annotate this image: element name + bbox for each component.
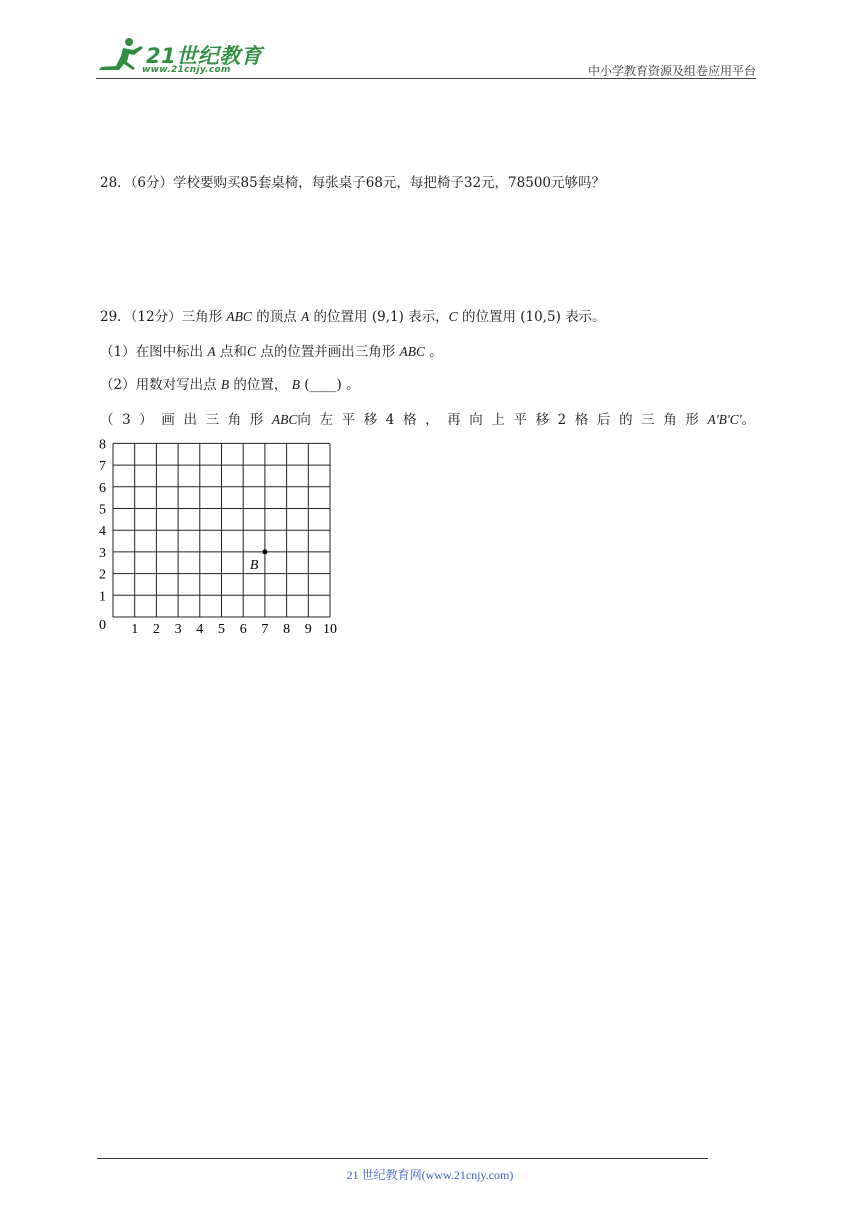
x-axis-tick-label: 6: [239, 622, 247, 637]
coordinate-grid[interactable]: [95, 436, 345, 641]
x-axis-tick-label: 4: [196, 622, 204, 637]
q29-point-c: C: [448, 309, 458, 324]
x-axis-tick-label: 7: [261, 622, 269, 637]
p3-text: （3）画出三角形: [100, 412, 272, 428]
p2-text: （2）用数对写出点: [100, 377, 221, 393]
question-29-part-3: [100, 411, 764, 429]
origin-label: 0: [99, 618, 106, 633]
q29-point-a: A: [301, 309, 310, 324]
y-axis-tick-label: 6: [99, 480, 106, 496]
y-axis-tick-label: 4: [99, 524, 106, 540]
p1-point-c: C: [246, 344, 256, 359]
logo-text: 21世纪教育: [146, 44, 263, 68]
p2-text: 的位置，: [229, 377, 292, 393]
header-divider: [96, 78, 756, 79]
p3-text: 。: [741, 412, 764, 428]
point-b-marker: [262, 549, 267, 554]
x-axis-tick-label: 10: [323, 622, 337, 637]
question-29-part-1: [100, 343, 443, 361]
p3-translated-triangle-label: A'B'C': [707, 412, 742, 427]
x-axis-tick-label: 5: [218, 622, 225, 637]
p1-point-a: A: [207, 344, 216, 359]
q29-text: 的位置用 (10,5) 表示。: [457, 309, 606, 325]
p1-triangle-label: ABC: [399, 344, 426, 359]
y-axis-tick-label: 7: [99, 459, 106, 475]
x-axis-tick-label: 8: [283, 622, 291, 637]
y-axis-tick-label: 3: [99, 545, 106, 561]
footer-text: 21 世纪教育网(www.21cnjy.com): [346, 1168, 514, 1182]
q29-text: 的位置用 (9,1) 表示，: [309, 309, 449, 325]
x-axis-tick-label: 9: [304, 622, 312, 637]
p1-text: （1）在图中标出: [100, 344, 208, 360]
footer-divider: [97, 1158, 708, 1159]
question-29-part-2: [100, 376, 360, 394]
q29-text: 的顶点: [251, 309, 301, 325]
y-axis-tick-label: 1: [99, 589, 106, 605]
runner-body-icon: [99, 46, 143, 70]
p2-point-b: B: [220, 377, 230, 392]
logo-url: www.21cnjy.com: [142, 65, 231, 75]
question-29-stem: [100, 308, 606, 326]
q29-text: 29．（12分）三角形: [100, 309, 227, 325]
p3-text: 向左平移4格，再向上平移2格后的三角形: [297, 412, 708, 428]
site-name: 中小学教育资源及组卷应用平台: [587, 64, 756, 78]
x-axis-tick-label: 3: [174, 622, 182, 637]
runner-head-icon: [125, 38, 133, 46]
q29-triangle-label: ABC: [226, 309, 252, 324]
question-28: 28．（6分）学校要购买85套桌椅，每张桌子68元，每把椅子32元，78500元够吗？: [100, 175, 605, 191]
y-axis-tick-label: 2: [99, 567, 106, 583]
x-axis-tick-label: 1: [131, 622, 139, 637]
p1-text: 。: [425, 344, 443, 360]
point-b-label: B: [249, 557, 259, 573]
p2-point-b-answer: B: [291, 377, 300, 392]
x-axis-tick-label: 2: [152, 622, 160, 637]
y-axis-tick-label: 8: [99, 437, 106, 453]
p1-text: 点的位置并画出三角形: [255, 344, 400, 360]
y-axis-tick-label: 5: [99, 502, 106, 518]
p2-answer-blank: (____) 。: [299, 377, 360, 393]
p3-triangle-label: ABC: [271, 412, 298, 427]
p1-text: 点和: [215, 344, 247, 360]
